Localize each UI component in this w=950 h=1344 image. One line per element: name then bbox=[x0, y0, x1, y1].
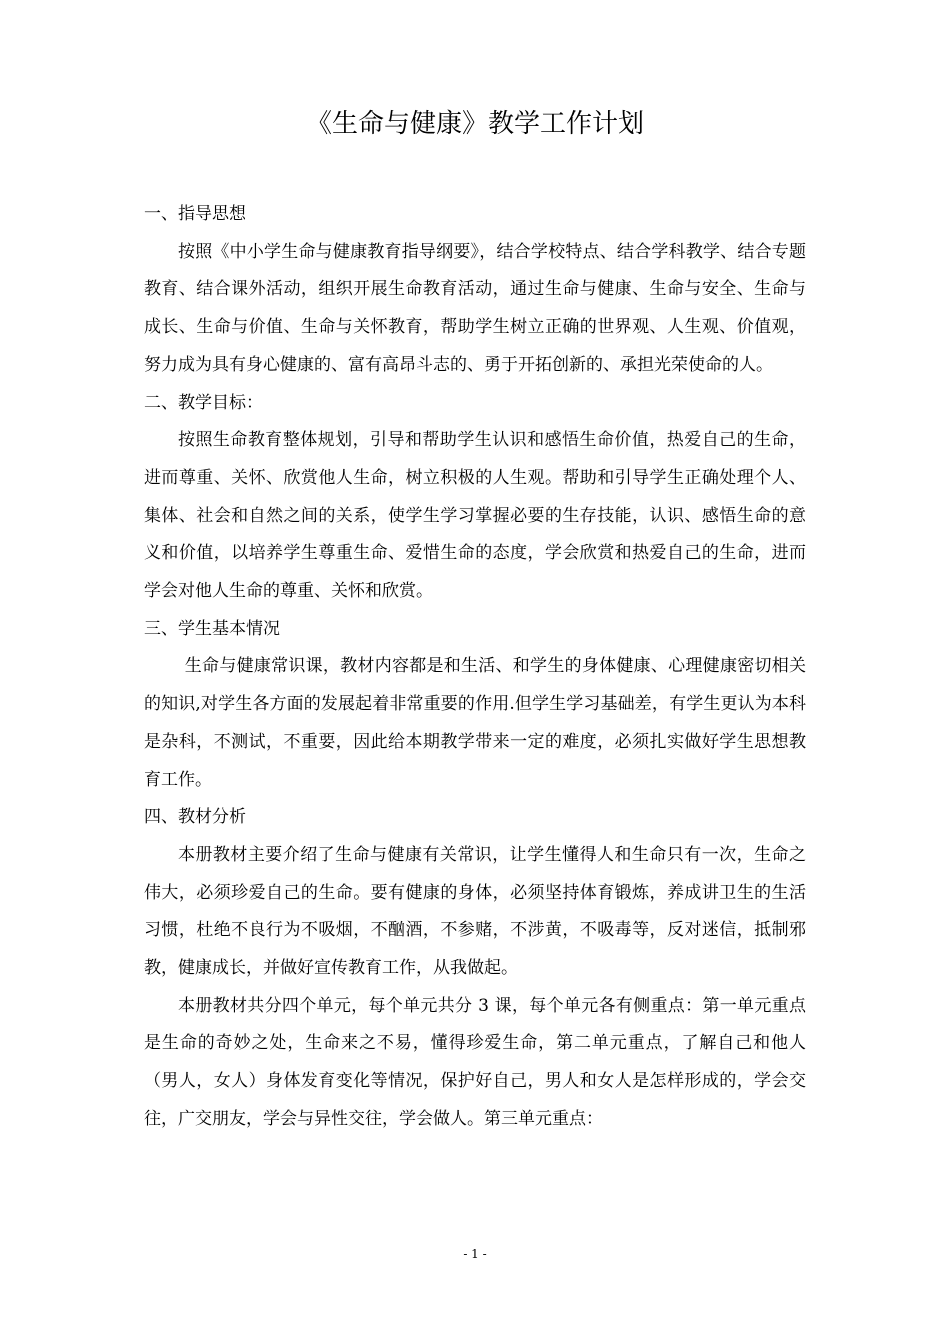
paragraph-guiding-ideology: 按照《中小学生命与健康教育指导纲要》，结合学校特点、结合学科教学、结合专题教育、结合课外活动，组织开展生命教育活动，通过生命与健康、生命与安全、生命与成长、生命与价值、生命与关怀教育，帮助学生树立正确的世界观、人生观、价值观，努力成为具有身心健康的、富有高昂斗志的、勇于开拓创新的、承担光荣使命的人。 bbox=[144, 241, 806, 375]
document-body bbox=[144, 196, 806, 1139]
section-heading-guiding-ideology: 一、指导思想 bbox=[144, 204, 246, 224]
paragraph-textbook-analysis-1: 本册教材主要介绍了生命与健康有关常识，让学生懂得人和生命只有一次，生命之伟大，必须珍爱自己的生命。要有健康的身体，必须坚持体育锻炼，养成讲卫生的生活习惯，杜绝不良行为不吸烟，不酗酒，不参赌，不涉黄，不吸毒等，反对迷信，抵制邪教，健康成长，并做好宣传教育工作，从我做起。 bbox=[144, 844, 806, 979]
paragraph-textbook-analysis-2: 本册教材共分四个单元，每个单元共分 3 课，每个单元各有侧重点：第一单元重点是生命的奇妙之处，生命来之不易，懂得珍爱生命，第二单元重点，了解自己和他人（男人，女人）身体发育变化等情况，保护好自己，男人和女人是怎样形成的，学会交往，广交朋友，学会与异性交往，学会做人。第三单元重点： bbox=[144, 995, 806, 1129]
section-heading-textbook-analysis: 四、教材分析 bbox=[144, 807, 246, 828]
paragraph-teaching-goals: 按照生命教育整体规划，引导和帮助学生认识和感悟生命价值，热爱自己的生命，进而尊重、关怀、欣赏他人生命，树立积极的人生观。帮助和引导学生正确处理个人、集体、社会和自然之间的关系，使学生学习掌握必要的生存技能，认识、感悟生命的意义和价值，以培养学生尊重生命、爱惜生命的态度，学会欣赏和热爱自己的生命，进而学会对他人生命的尊重、关怀和欣赏。 bbox=[144, 430, 806, 602]
paragraph-student-situation: 生命与健康常识课，教材内容都是和生活、和学生的身体健康、心理健康密切相关的知识,对学生各方面的发展起着非常重要的作用.但学生学习基础差，有学生更认为本科是杂科，不测试，不重要，因此给本期教学带来一定的难度，必须扎实做好学生思想教育工作。 bbox=[144, 656, 806, 790]
document-title: 《生命与健康》教学工作计划 bbox=[305, 109, 644, 139]
section-heading-student-situation: 三、学生基本情况 bbox=[144, 618, 280, 639]
section-heading-teaching-goals: 二、教学目标： bbox=[144, 392, 263, 413]
page-number: - 1 - bbox=[463, 1247, 487, 1261]
